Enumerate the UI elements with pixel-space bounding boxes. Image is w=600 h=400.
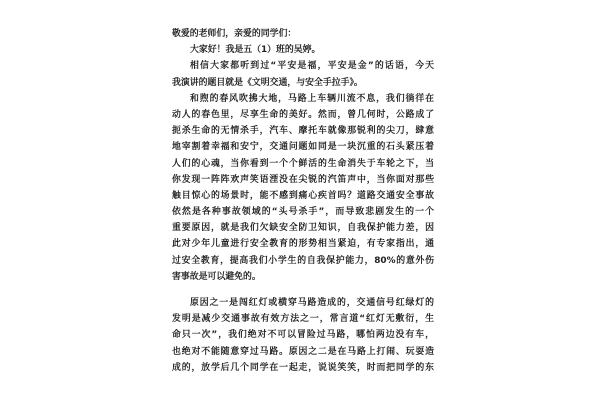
greeting-line: 敬爱的老师们，亲爱的同学们： [172,29,297,39]
paragraph-1 [172,58,434,90]
paragraph-line: 触目惊心的场景时，能不感到痛心疾首吗？道路交通安全事故 [172,190,434,201]
paragraph-line: 害事故是可以避免的。 [172,271,261,282]
paragraph-line: 地宰割着幸福和安宁，交通问题如同是一块沉重的石头紧压着 [172,142,434,153]
paragraph-line: 过安全教育，提高我们小学生的自我保护能力，80%的意外伤 [172,255,434,266]
paragraph-line: 命只一次”，我们绝对不可以冒险过马路，哪怕两边没有车， [172,330,434,341]
paragraph-line: 此对少年儿童进行安全教育的形势相当紧迫，有专家指出，通 [172,239,434,250]
paragraph-3 [172,295,434,376]
paragraph-line: 依然是各种事故领域的“头号杀手”，而导致悲剧发生的一个 [172,207,434,218]
paragraph-line: 相信大家都听到过“平安是福，平安是金”的话语，今天 [190,61,434,72]
speech-text [172,26,434,376]
paragraph-line: 人们的心魂，当你看到一个个鲜活的生命消失于车轮之下，当 [172,158,434,169]
paragraph-line: 你发现一阵阵欢声笑语湮没在尖锐的汽笛声中，当你面对那些 [172,174,434,185]
paragraph-line: 和煦的春风吹拂大地，马路上车辆川流不息，我们徜徉在 [190,93,434,104]
paragraph-line: 我演讲的题目就是《文明交通，与安全手拉手》。 [172,77,363,88]
paragraph-2 [172,91,434,285]
paragraph-gap [172,285,434,295]
paragraph-line: 原因之一是闯红灯或横穿马路造成的，交通信号红绿灯的 [190,298,434,308]
paragraph-line: 也绝对不能随意穿过马路。原因之二是在马路上打闹、玩耍造 [172,346,434,357]
paragraph-line: 成的，放学后几个同学在一起走，说说笑笑，时而把同学的东 [172,362,434,373]
paragraph-line: 发明是减少交通事故有效方法之一，常言道“红灯无敷衍，生 [172,314,434,325]
paragraph-line: 动人的春色里，尽享生命的美好。然而，曾几何时，公路成了 [172,109,434,120]
intro-line: 大家好！我是五（1）班的吴婷。 [190,45,321,56]
paragraph-line: 重要原因，就是我们欠缺安全防卫知识，自我保护能力差，因 [172,223,434,234]
paragraph-line: 扼杀生命的无情杀手，汽车、摩托车就像那锐利的尖刀，肆意 [172,126,434,137]
